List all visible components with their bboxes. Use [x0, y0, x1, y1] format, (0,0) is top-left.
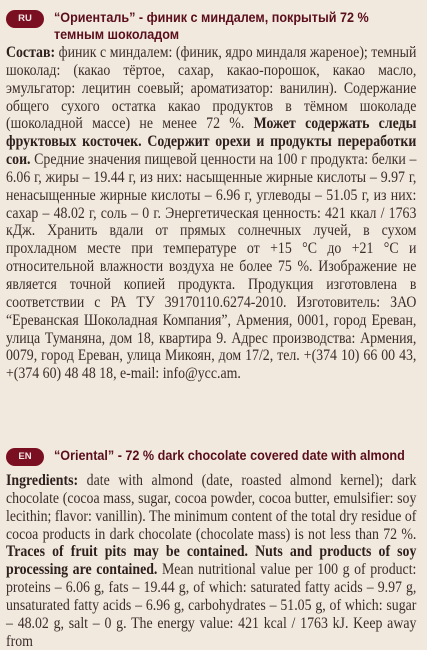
ingredients-label-en: Ingredients:: [6, 472, 79, 489]
product-title-ru: “Ориенталь” - финик с миндалем, покрытый 72 % темным шоколадом: [54, 9, 369, 42]
ingredients-text-en: date with almond (date, roasted almond kernel); dark chocolate (cocoa mass, sugar, cocoa powder, cocoa butter, emulsifier: soy lecithin; flavor: vanillin). The minimum content of the total dry residue of cocoa products in dark chocolate (chocolate mass) is not less than 72 %.: [6, 472, 417, 543]
language-badge-en: EN: [6, 448, 44, 466]
header-russian: [0, 8, 427, 48]
language-badge-ru: RU: [6, 10, 44, 28]
ingredients-label-ru: Состав:: [6, 44, 56, 61]
label-text-en: [6, 472, 416, 650]
details-text-ru: Средние значения пищевой ценности на 100 г продукта: белки – 6.06 г, жиры – 19.44 г, из них: насыщенные жирные кислоты – 9.97 г, ненасыщенные жирные кислоты – 6.96 г, углеводы – 51.05 г, из них: сахар – 48.02 г, соль – 0 г. Энергетическая ценность: 421 ккал / 1763 кДж. Хранить вдали от прямых солнечных лучей, в сухом прохладном месте при температуре от +15 °С до +21 °С и относительной влажности воздуха не более 75 %. Изображение не является точной копией продукта. Продукция изготовлена в соответствии с РА ТУ 39170110.6274-2010. Изготовитель: ЗАО “Ереванская Шоколадная Компания”, Армения, 0001, город Ереван, улица Туманяна, дом 18, квартира 9. Адрес производства: Армения, 0079, город Ереван, улица Микоян, дом 17/2, тел. +(374 10) 66 00 43, +(374 60) 48 48 18, e-mail: info@ycc.am.: [6, 151, 417, 383]
label-text-ru: [6, 44, 416, 383]
ingredients-text-ru: финик с миндалем: (финик, ядро миндаля жареное); темный шоколад: (какао тёртое, сахар, какао-порошок, какао масло, эмульгатор: лецитин соевый; ароматизатор: ванилин). Содержание общего сухого остатка какао продуктов в тёмном шоколаде (шоколадной массе) не менее 72 %.: [6, 44, 417, 133]
details-text-en: Mean nutritional value per 100 g of product: proteins – 6.06 g, fats – 19.44 g, of which: saturated fatty acids – 9.97 g, unsaturated fatty acids – 6.96 g, carbohydrates – 51.05 g, of which: sugar – 48.02 g, salt – 0 g. The energy value: 421 kcal / 1763 kJ. Keep away from: [6, 561, 417, 650]
section-english: [0, 438, 427, 650]
product-title-en: “Oriental” - 72 % dark chocolate covered date with almond: [54, 447, 405, 463]
allergen-warning-ru: Может содержать следы фруктовых косточек. Содержит орехи и продукты переработки сои.: [6, 115, 417, 169]
allergen-warning-en: Traces of fruit pits may be contained. Nuts and products of soy processing are contained.: [6, 543, 417, 579]
